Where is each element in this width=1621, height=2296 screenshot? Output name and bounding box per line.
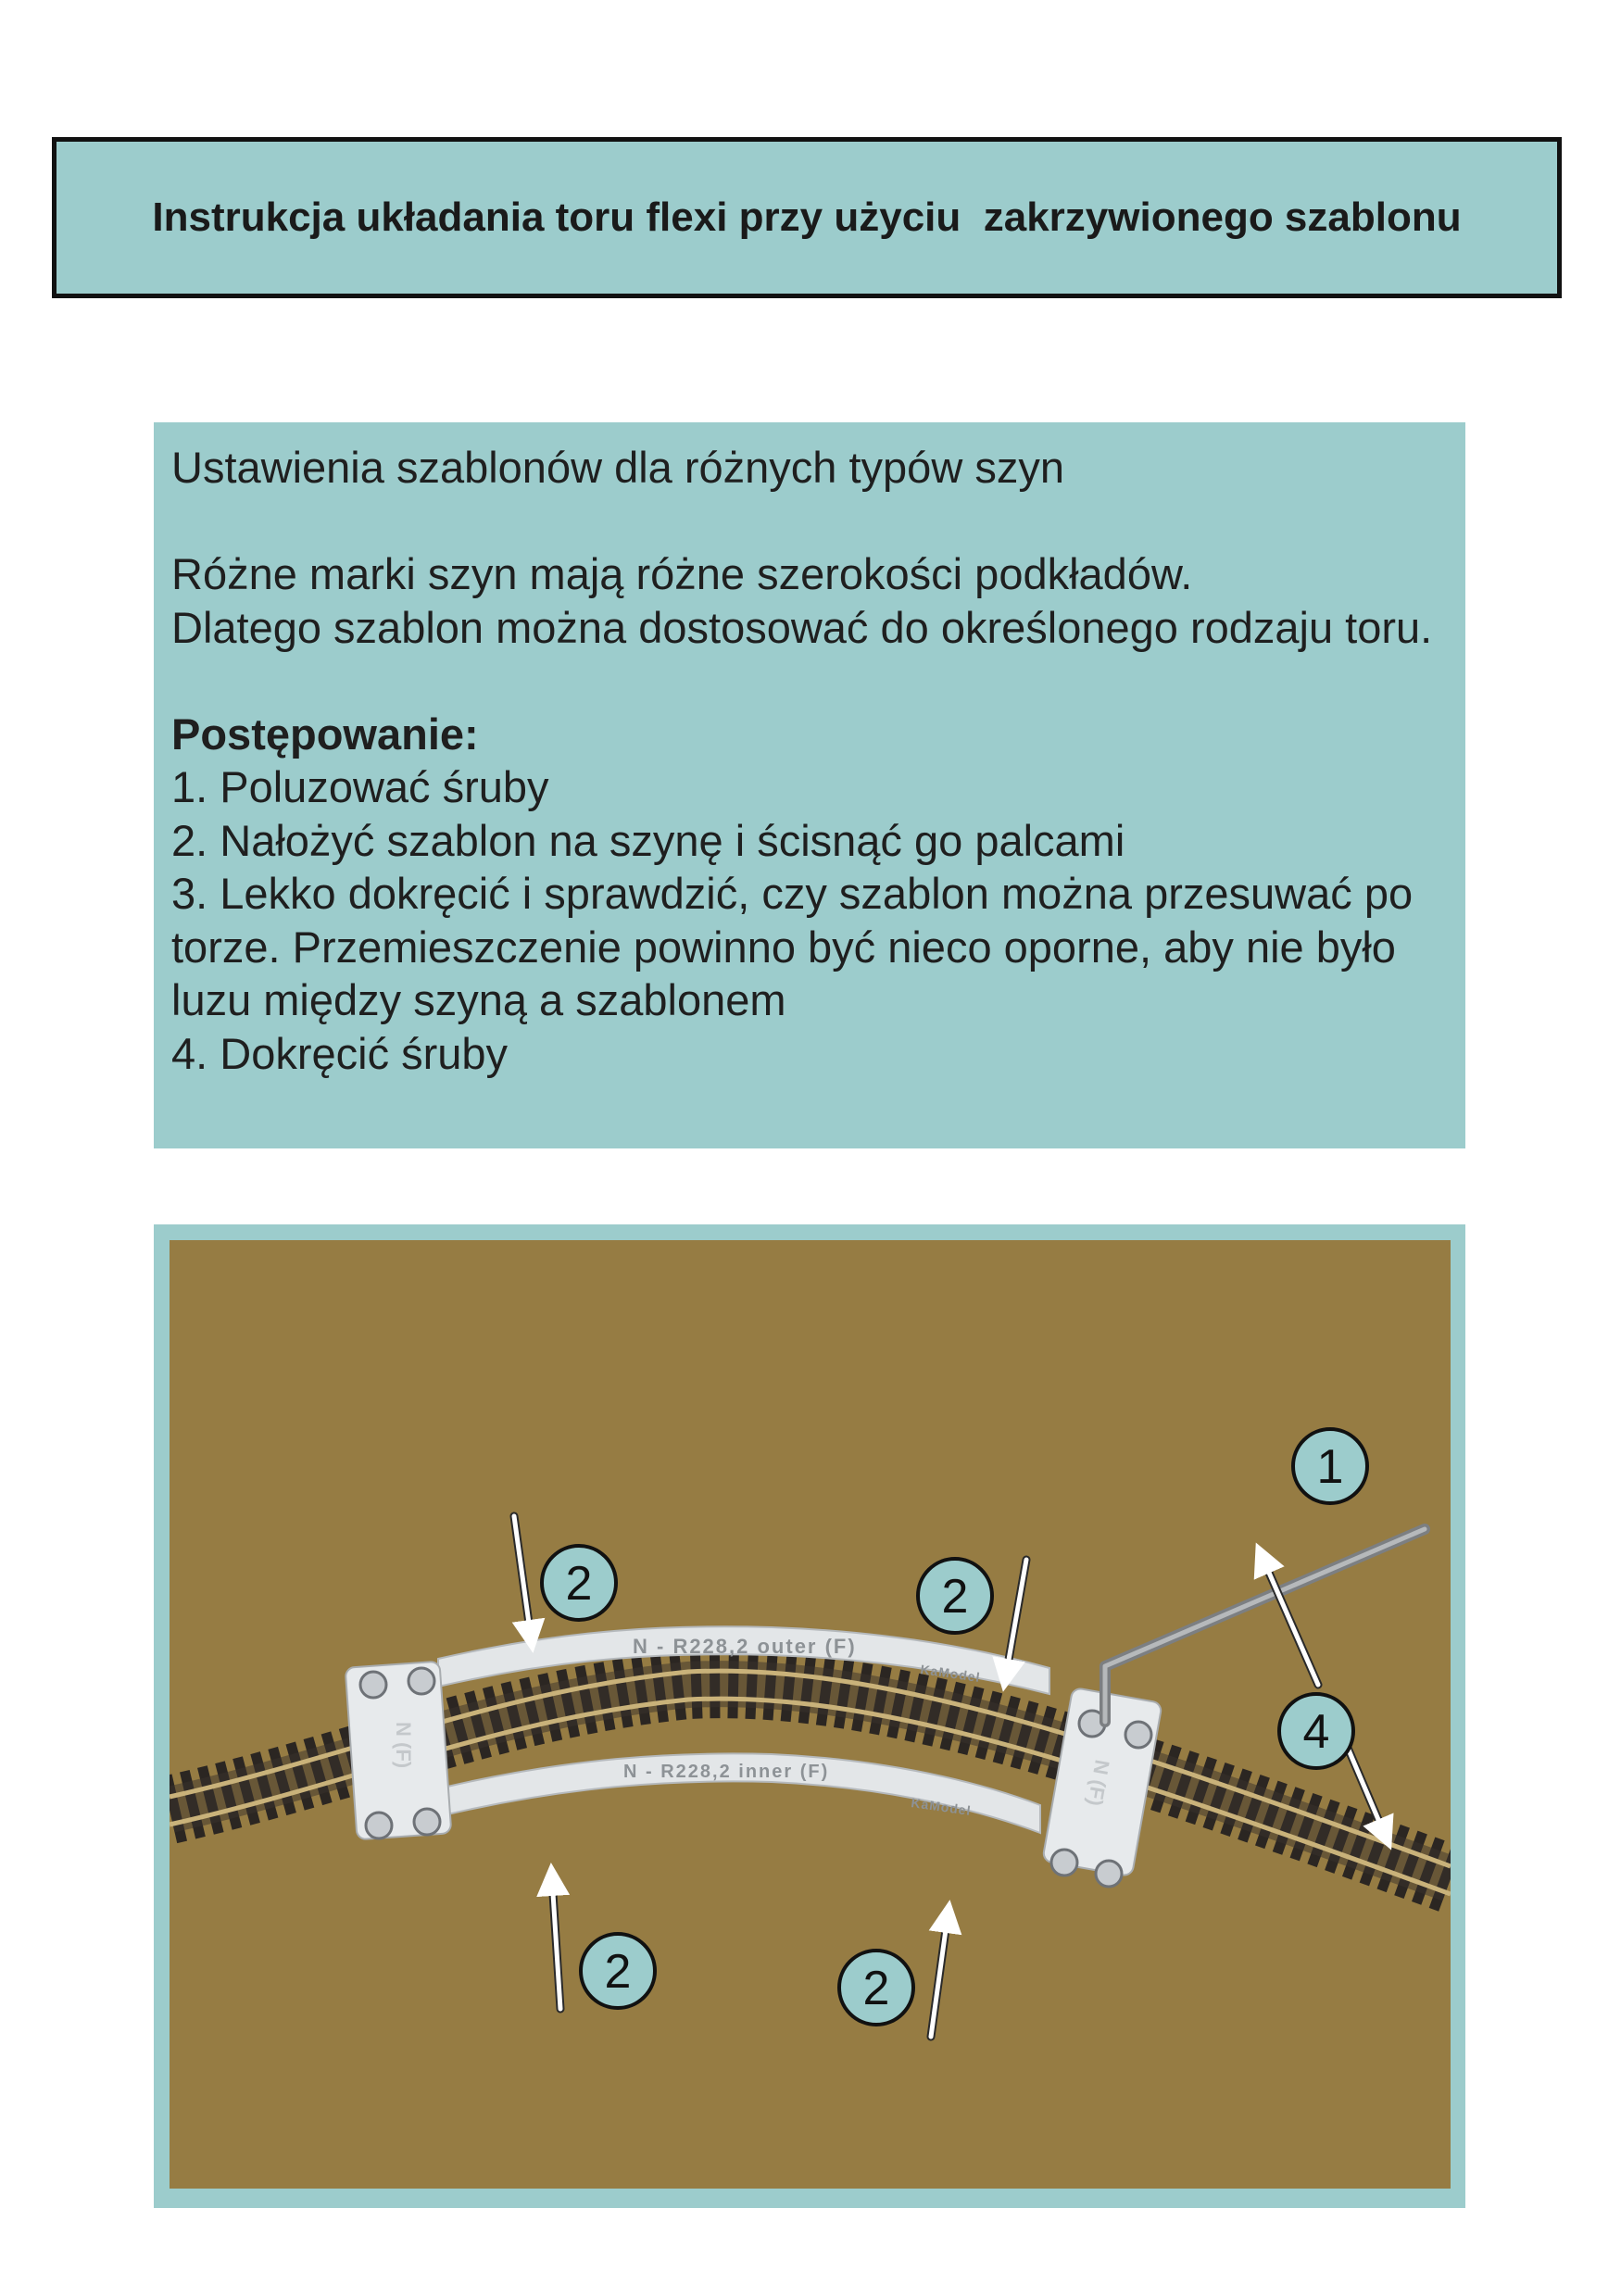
step-4: 4. Dokręcić śruby xyxy=(171,1028,509,1078)
callout-1 xyxy=(1293,1429,1367,1503)
callout-2-bottom-left xyxy=(581,1934,655,2008)
template-inner-label: N - R228,2 inner (F) xyxy=(623,1762,830,1782)
svg-text:2: 2 xyxy=(941,1570,969,1624)
svg-text:2: 2 xyxy=(604,1945,632,1999)
svg-text:1: 1 xyxy=(1316,1440,1344,1494)
callout-2-top-right xyxy=(918,1559,992,1633)
brand-outer-label: KaModel xyxy=(919,1662,982,1686)
callout-2-bottom-right xyxy=(839,1951,913,2025)
photo-frame xyxy=(154,1224,1465,2208)
end-label-right: N (F) xyxy=(1083,1758,1114,1808)
svg-text:2: 2 xyxy=(565,1557,593,1611)
track-template-photo xyxy=(170,1240,1451,2189)
template-outer-label: N - R228,2 outer (F) xyxy=(633,1635,857,1658)
end-label-left: N (F) xyxy=(392,1722,415,1769)
svg-text:2: 2 xyxy=(862,1962,890,2015)
step-2: 2. Nałożyć szablon na szynę i ścisnąć go palcami xyxy=(171,815,1125,865)
intro-line-2: Dlatego szablon można dostosować do określonego rodzaju toru. xyxy=(171,602,1433,652)
procedure-label: Postępowanie: xyxy=(171,709,479,759)
svg-text:4: 4 xyxy=(1302,1705,1330,1759)
brand-inner-label: KaModel xyxy=(910,1795,973,1819)
page-title: Instrukcja układania toru flexi przy użyciu zakrzywionego szablonu xyxy=(152,194,1462,240)
intro-line-1: Różne marki szyn mają różne szerokości podkładów. xyxy=(171,549,1193,598)
step-1: 1. Poluzować śruby xyxy=(171,762,549,811)
step-3: 3. Lekko dokręcić i sprawdzić, czy szablon można przesuwać po torze. Przemieszczenie powinno być nieco oporne, aby nie było luzu między szyną a szablonem xyxy=(171,869,1414,1024)
info-heading: Ustawienia szablonów dla różnych typów szyn xyxy=(171,443,1064,492)
callout-2-top-left xyxy=(542,1546,616,1620)
callout-4 xyxy=(1279,1694,1353,1768)
title-box xyxy=(52,137,1562,298)
settings-info-box xyxy=(154,422,1465,1148)
